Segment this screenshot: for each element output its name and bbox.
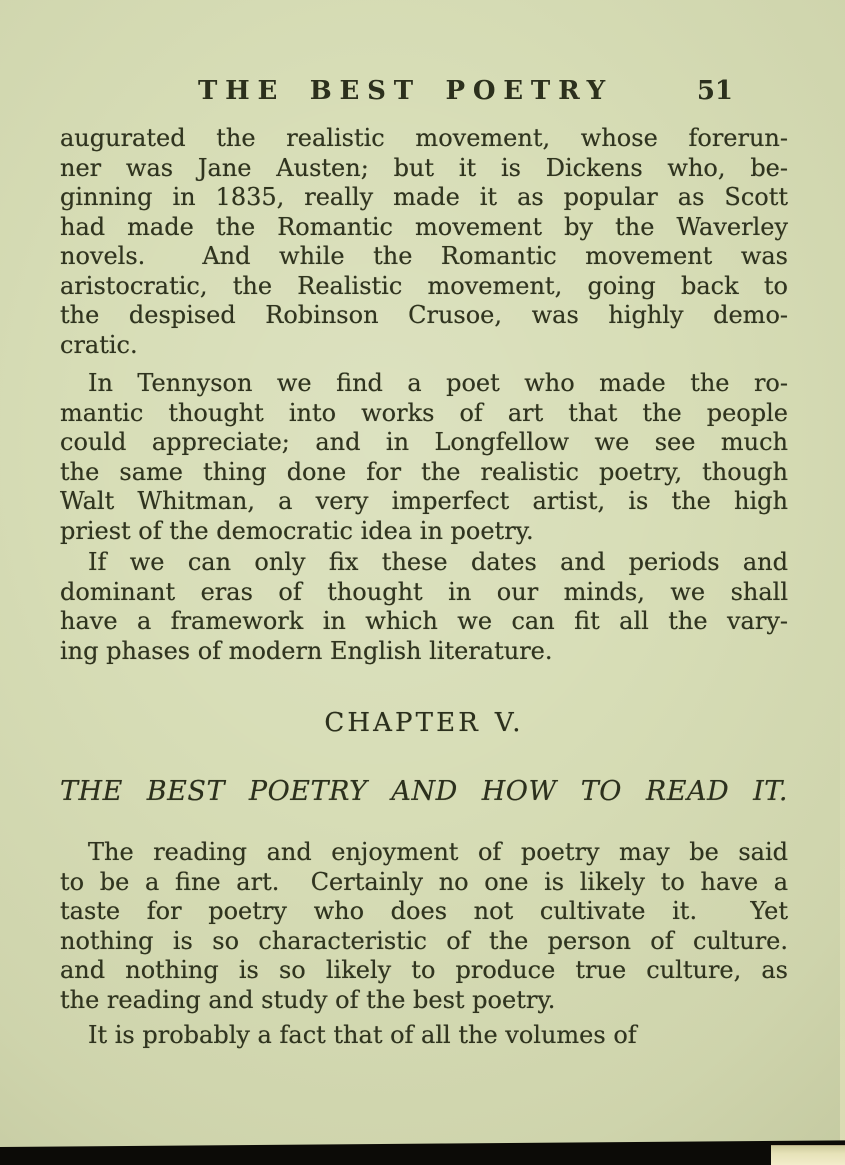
text-line: the reading and study of the best poetry. bbox=[60, 985, 556, 1014]
text-line: ing phases of modern English literature. bbox=[60, 636, 553, 665]
page-corner-edge bbox=[771, 1145, 845, 1165]
chapter-title: THE BEST POETRY AND HOW TO READ IT. bbox=[60, 776, 788, 807]
text-line: ner was Jane Austen; but it is Dickens who, be- bbox=[60, 153, 788, 182]
page-number: 51 bbox=[696, 76, 733, 106]
text-line: have a framework in which we can fit all the vary- bbox=[60, 607, 788, 635]
text-line: and nothing is so likely to produce true culture, as bbox=[60, 956, 788, 984]
text-column bbox=[60, 0, 788, 1165]
paragraph-framework bbox=[60, 548, 788, 666]
text-line: If we can only fix these dates and periods and bbox=[88, 548, 788, 576]
text-line: had made the Romantic movement by the Waverley bbox=[60, 212, 788, 241]
page-edge-highlight bbox=[840, 640, 845, 1151]
paragraph-volumes bbox=[60, 1021, 788, 1051]
text-line: to be a fine art. Certainly no one is likely to have a bbox=[60, 867, 788, 896]
text-line: the despised Robinson Crusoe, was highly demo- bbox=[60, 301, 788, 329]
text-line: dominant eras of thought in our minds, we shall bbox=[60, 577, 788, 606]
text-line: mantic thought into works of art that the people bbox=[60, 398, 788, 427]
running-header-title: THE BEST POETRY bbox=[197, 76, 614, 106]
text-line: The reading and enjoyment of poetry may be said bbox=[88, 838, 788, 866]
text-line: priest of the democratic idea in poetry. bbox=[60, 516, 534, 545]
text-line: cratic. bbox=[60, 330, 138, 359]
text-line: taste for poetry who does not cultivate it. Yet bbox=[60, 897, 788, 925]
paragraph-reading-enjoyment bbox=[60, 838, 788, 1015]
text-line: aristocratic, the Realistic movement, going back to bbox=[60, 271, 788, 300]
text-line: nothing is so characteristic of the person of culture. bbox=[60, 926, 788, 955]
chapter-heading: CHAPTER V. bbox=[324, 708, 524, 738]
paragraph-realistic-movement bbox=[60, 124, 788, 360]
text-line: In Tennyson we find a poet who made the ro- bbox=[88, 369, 788, 397]
text-line: the same thing done for the realistic poetry, though bbox=[60, 457, 788, 486]
text-line: augurated the realistic movement, whose forerun- bbox=[60, 124, 788, 152]
paragraph-tennyson bbox=[60, 369, 788, 546]
text-line: It is probably a fact that of all the volumes of bbox=[88, 1021, 637, 1049]
text-line: ginning in 1835, really made it as popular as Scott bbox=[60, 183, 788, 211]
text-line: Walt Whitman, a very imperfect artist, is the high bbox=[60, 487, 788, 515]
text-line: novels. And while the Romantic movement was bbox=[60, 242, 788, 270]
text-line: could appreciate; and in Longfellow we see much bbox=[60, 428, 788, 456]
